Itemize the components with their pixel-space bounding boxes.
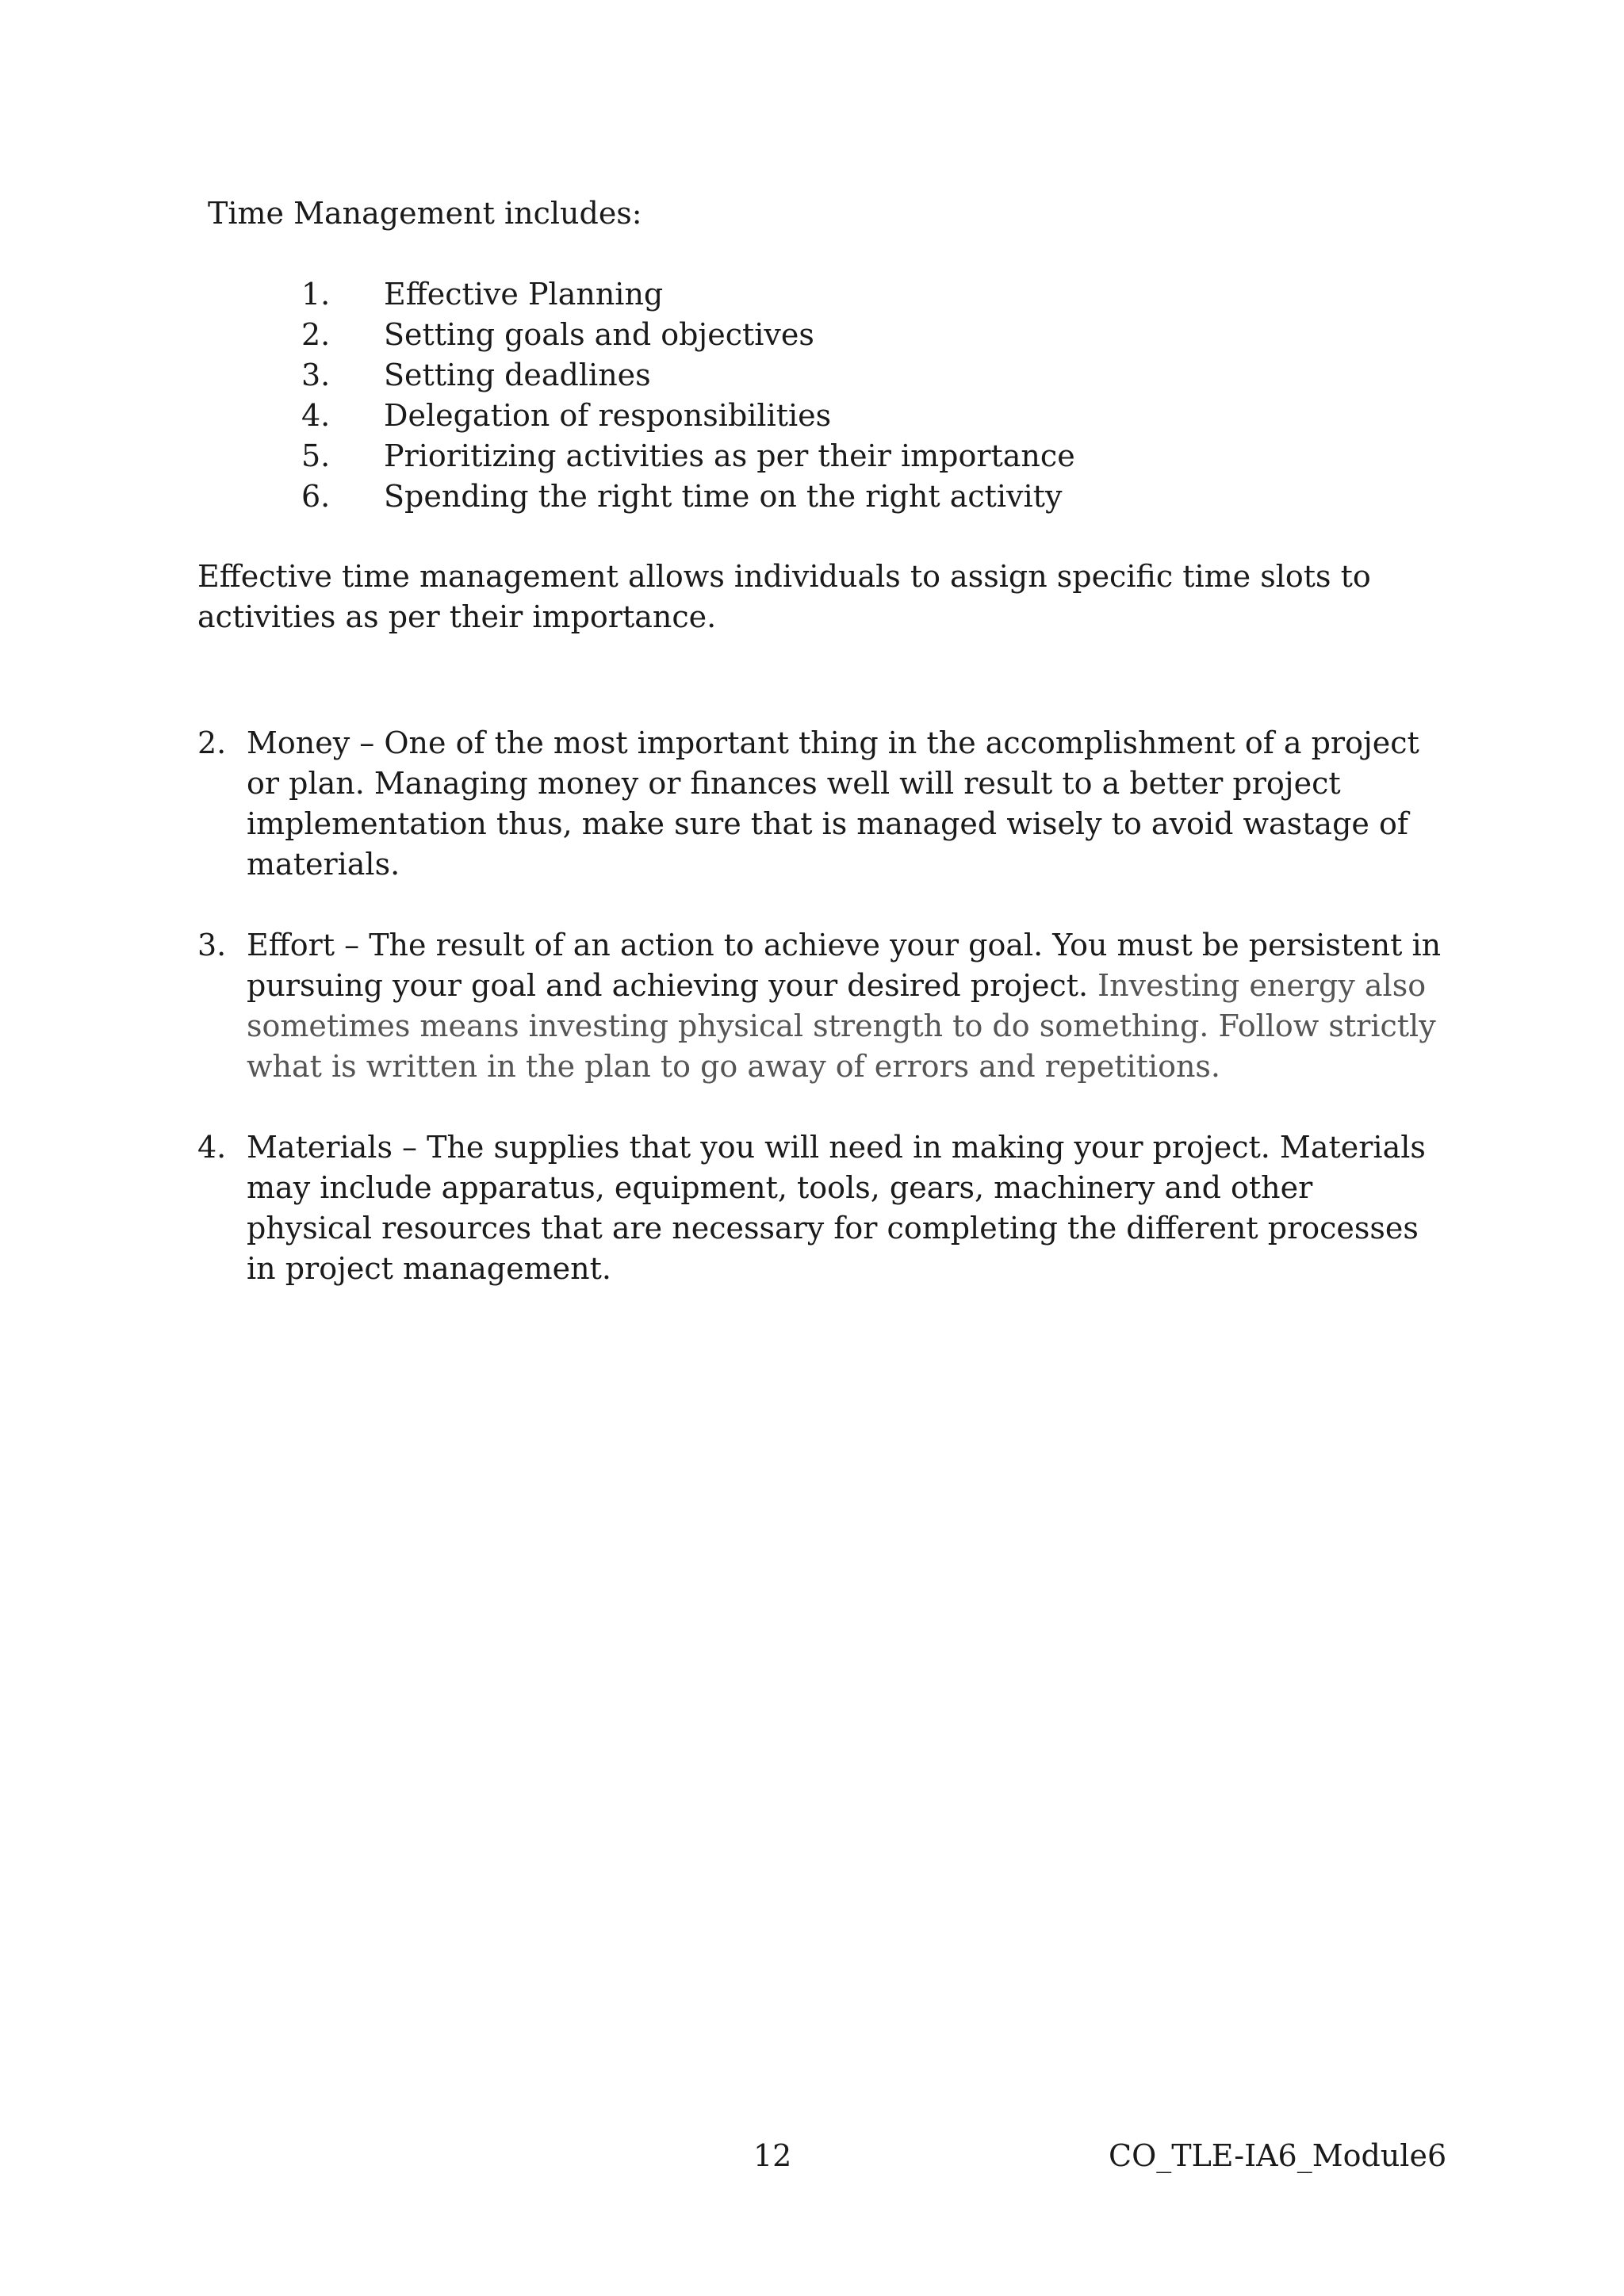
list-item-number: 1. bbox=[301, 277, 331, 312]
resource-number: 2. bbox=[197, 725, 227, 760]
list-item bbox=[301, 396, 1075, 436]
page-number: 12 bbox=[753, 2138, 792, 2173]
list-item-number: 3. bbox=[301, 358, 331, 392]
resource-text-muted: Investing energy also sometimes means investing physical strength to do something. Follow strictly what is written in the plan to go away of errors and repetitions. bbox=[247, 968, 1436, 1084]
time-management-intro: Time Management includes: bbox=[208, 196, 642, 231]
list-item-text: Setting deadlines bbox=[384, 358, 651, 392]
resource-text: Money – One of the most important thing in the accomplishment of a project or plan. Managing money or finances well will result to a better project implementation thus, make sure that is managed wisely to avoid wastage of materials. bbox=[247, 725, 1419, 882]
resource-text: Effort – The result of an action to achieve your goal. You must be persistent in pursuing your goal and achieving your desired project. bbox=[247, 928, 1442, 1003]
resources-list bbox=[197, 723, 1442, 1330]
list-item bbox=[301, 476, 1075, 517]
resource-item-materials bbox=[197, 1127, 1442, 1289]
resource-item-effort bbox=[197, 925, 1442, 1087]
list-item-text: Delegation of responsibilities bbox=[384, 398, 832, 433]
list-item bbox=[301, 355, 1075, 396]
list-item-number: 2. bbox=[301, 317, 331, 352]
list-item-number: 5. bbox=[301, 438, 331, 473]
list-item bbox=[301, 274, 1075, 315]
module-code: CO_TLE-IA6_Module6 bbox=[1109, 2138, 1447, 2173]
time-management-paragraph: Effective time management allows individuals to assign specific time slots to activities as per their importance. bbox=[197, 559, 1371, 634]
list-item bbox=[301, 315, 1075, 355]
resource-text: Materials – The supplies that you will need in making your project. Materials may include apparatus, equipment, tools, gears, machinery and other physical resources that are necessary for completing the different processes in project management. bbox=[247, 1130, 1426, 1286]
list-item-number: 6. bbox=[301, 479, 331, 514]
list-item bbox=[301, 436, 1075, 476]
resource-number: 4. bbox=[197, 1130, 227, 1165]
resource-number: 3. bbox=[197, 928, 227, 962]
list-item-text: Effective Planning bbox=[384, 277, 664, 312]
list-item-number: 4. bbox=[301, 398, 331, 433]
list-item-text: Spending the right time on the right activity bbox=[384, 479, 1063, 514]
resource-item-money bbox=[197, 723, 1442, 885]
resource-text-wrapper bbox=[247, 925, 1442, 1087]
list-item-text: Prioritizing activities as per their importance bbox=[384, 438, 1075, 473]
list-item-text: Setting goals and objectives bbox=[384, 317, 814, 352]
time-management-list bbox=[301, 274, 1075, 517]
